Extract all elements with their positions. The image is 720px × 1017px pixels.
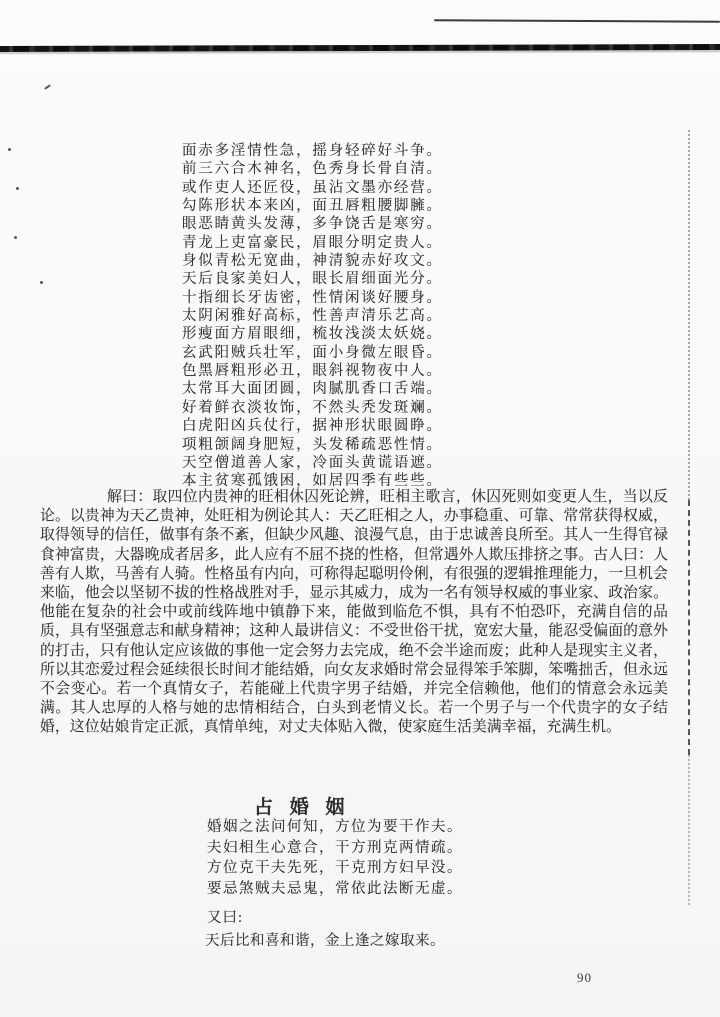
scan-artifact-fold-band bbox=[0, 44, 720, 52]
scan-speck bbox=[16, 187, 19, 190]
scan-speck bbox=[44, 84, 51, 90]
verse-line: 色黑唇粗形必丑，眼斜视物夜中人。 bbox=[182, 363, 443, 380]
verse-line: 面赤多淫情性急，摇身轻碎好斗争。 bbox=[182, 143, 443, 159]
verse-line: 眼恶睛黄头发薄，多争饶舌是寒穷。 bbox=[182, 216, 443, 233]
verse-line: 天后良家美妇人，眼长眉细面光分。 bbox=[182, 271, 443, 288]
portrait-verse-block bbox=[182, 142, 443, 491]
explanation-paragraph: 解曰：取四位内贵神的旺相休囚死论辨，旺相主歌言，休囚死则如变更人生，当以反论。以贵神为天乙贵神，处旺相为例论其人：天乙旺相之人，办事稳重、可靠、常常获得权威，取得领导的信任，做事有条不紊，但缺少风趣、浪漫气息，由于忠诚善良所至。其人一生得官禄食神富贵，大器晚成者居多，此人应有不屈不挠的性格，但常遇外人欺压排挤之事。古人曰：人善有人欺，马善有人骑。性格虽有内向，可称得起聪明伶俐，有很强的逻辑推理能力，一旦机会来临，他会以坚韧不拔的性格战胜对手，显示其威力，成为一名有领导权威的事业家、政治家。他能在复杂的社会中或前线阵地中镇静下来，能做到临危不惧，具有不怕恐吓，充满自信的品质，具有坚强意志和献身精神；这种人最讲信义：不受世俗干扰，宽宏大量，能忍受偏面的意外的打击，只有他认定应该做的事他一定会努力去完成，绝不会半途而废；此种人是现实主义者，所以其恋爱过程会延续很长时间才能结婚，向女友求婚时常会显得笨手笨脚，笨嘴拙舌，但永远不会变心。若一个真情女子，若能碰上代贵字男子结婚，并完全信赖他，他们的情意会永远美满。其人忠厚的人格与她的忠情相结合，白头到老情义长。若一个男子与一个代贵字的女子结婚，这位姑娘肯定正派，真情单纯，对丈夫体贴入微，使家庭生活美满幸福，充满生机。 bbox=[40, 489, 668, 736]
verse-line: 或作吏人还匠役，虽沾文墨亦经营。 bbox=[182, 179, 443, 196]
scan-speck bbox=[8, 148, 11, 151]
scan-speck bbox=[40, 281, 43, 284]
scan-artifact-binding-dots-middle bbox=[688, 500, 690, 755]
verse-line: 本主贫寒孤饿困，如居四季有些些。 bbox=[182, 473, 443, 490]
verse-line: 婚姻之法问何知，方位为要干作夫。 bbox=[207, 819, 463, 835]
verse-line: 太阴闲雅好高标，性善声清乐艺高。 bbox=[182, 308, 443, 325]
verse-line: 青龙上吏富豪民，眉眼分明定贵人。 bbox=[182, 234, 443, 251]
page-number: 90 bbox=[577, 970, 592, 985]
verse-line: 好着鲜衣淡妆饰，不然头秃发斑斓。 bbox=[182, 399, 443, 416]
verse-line: 太常耳大面团圆，肉腻肌香口舌端。 bbox=[182, 381, 443, 398]
scan-artifact-thin-line bbox=[434, 19, 720, 22]
verse-line: 形瘦面方眉眼细，梳妆浅淡太妖娆。 bbox=[182, 326, 443, 343]
verse-line: 夫妇相生心意合，干方刑克两情疏。 bbox=[207, 839, 463, 856]
verse-line: 方位克干夫先死，干克刑方妇早没。 bbox=[207, 860, 463, 876]
again-quote-label: 又曰: bbox=[207, 910, 244, 926]
verse-line: 白虎阳凶兵仗行，据神形状眼圆睁。 bbox=[182, 418, 443, 435]
verse-line: 勾陈形状本来凶，面丑唇粗腰脚臃。 bbox=[182, 198, 443, 215]
verse-line: 身似青松无宽曲，神清貌赤好攻文。 bbox=[182, 253, 443, 270]
again-quote-line: 天后比和喜和谐，金上逢之嫁取来。 bbox=[205, 933, 445, 949]
scan-artifact-binding-dots-upper bbox=[688, 130, 690, 500]
verse-line: 十指细长牙齿密，性情闲谈好腰身。 bbox=[182, 289, 443, 306]
scan-speck bbox=[14, 236, 17, 239]
section-title-marriage-divination: 占 婚 姻 bbox=[254, 797, 351, 818]
verse-line: 天空僧道善人家，冷面头黄谎语遮。 bbox=[182, 454, 443, 471]
verse-line: 玄武阳贼兵壮军，面小身微左眼昏。 bbox=[182, 344, 443, 361]
marriage-verse-block bbox=[207, 817, 463, 899]
verse-line: 前三六合木神名，色秀身长骨自清。 bbox=[182, 161, 443, 178]
verse-line: 要忌煞贼夫忌鬼，常依此法断无虚。 bbox=[207, 880, 463, 897]
scan-artifact-binding-dots-lower bbox=[688, 755, 690, 905]
verse-line: 项粗颌阔身肥短，头发稀疏恶性情。 bbox=[182, 436, 443, 453]
